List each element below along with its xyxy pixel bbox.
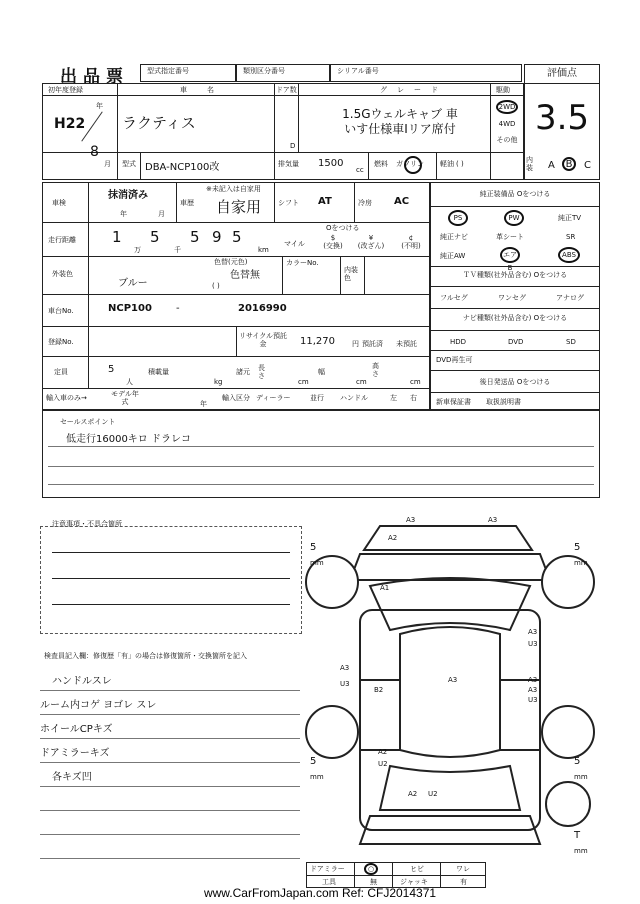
sheet-title: 出品票: [60, 67, 129, 87]
history-value: 自家用: [216, 198, 262, 216]
mark-a3-door-r1: A3: [528, 628, 538, 636]
mark-a3-door-l: A3: [340, 664, 350, 672]
mark-b2-door-l: B2: [374, 686, 384, 694]
tread-spare: T mm: [574, 830, 588, 855]
drive-options: 2WD 4WD その他: [492, 100, 522, 144]
grade: 1.5Gウェルキャブ 車 いす仕様車Ⅰリア席付: [342, 107, 458, 136]
tread-fl: 5 mm: [310, 542, 324, 567]
mark-a2-rear-l: A2: [378, 748, 388, 756]
caution-box: [40, 526, 302, 634]
rating-box: 評価点 3.5: [524, 64, 600, 180]
mark-a2-rear-bumper: A2: [408, 790, 418, 798]
watermark: www.CarFromJapan.com Ref: CFJ2014371: [203, 886, 437, 900]
rating-value: 3.5: [534, 98, 590, 138]
mark-u3-door-r1: U3: [528, 640, 538, 648]
inspector-line-1: ハンドルスレ: [52, 676, 112, 687]
mark-a3-door-r3: A3: [528, 686, 538, 694]
inspector-line-3: ホイールCPキズ: [40, 724, 113, 735]
inspector-line-4: ドアミラーキズ: [40, 748, 110, 759]
mark-u3-door-l: U3: [340, 680, 350, 688]
car-damage-diagram: [300, 510, 600, 870]
inspector-line-2: ルーム内コゲ ヨゴレ スレ: [40, 700, 157, 711]
mark-a1-fender: A1: [380, 584, 390, 592]
mark-a3-door-r2: A3: [528, 676, 538, 684]
sales-point-text: 低走行16000キロ ドラレコ: [66, 434, 191, 445]
mark-u3-door-r3: U3: [528, 696, 538, 704]
tread-fr: 5 mm: [574, 542, 588, 567]
class-box: 類別区分番号: [236, 64, 330, 82]
mark-a2-bumper: A2: [388, 534, 398, 542]
mark-a3-roof: A3: [448, 676, 458, 684]
mark-u2-rear-bumper: U2: [428, 790, 438, 798]
serial-box: シリアル番号: [330, 64, 522, 82]
model-cert-box: 型式指定番号: [140, 64, 236, 82]
mark-a3-front-l: A3: [406, 516, 416, 524]
tread-rl: 5 mm: [310, 756, 324, 781]
mark-u2-rear-l: U2: [378, 760, 388, 768]
mark-a3-front-r: A3: [488, 516, 498, 524]
inspector-line-5: 各キズ凹: [52, 772, 92, 783]
model-code: DBA-NCP100改: [145, 162, 220, 173]
car-name: ラクティス: [122, 114, 196, 132]
tread-rr: 5 mm: [574, 756, 588, 781]
